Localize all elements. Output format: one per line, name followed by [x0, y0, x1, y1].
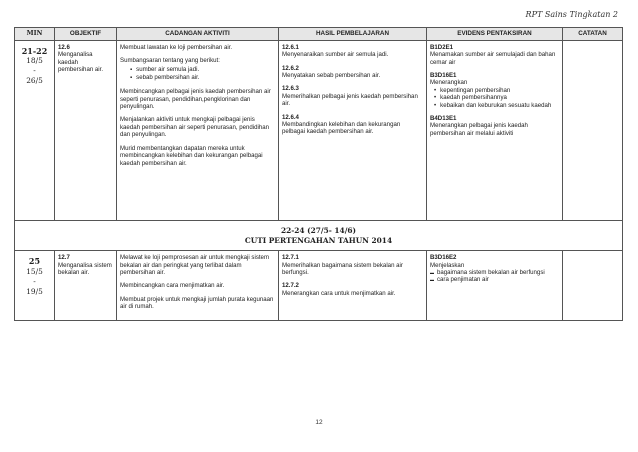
col-header-cadangan-aktiviti: CADANGAN AKTIVITI [117, 28, 279, 41]
week-cell [15, 251, 55, 321]
evidence-item: • kaedah pembersihannya [440, 94, 559, 101]
outcome-text: Memerihalkan pelbagai jenis kaedah pembersihan air. [282, 92, 418, 108]
table-row [15, 40, 623, 220]
outcome-code: 12.7.1 [282, 254, 299, 262]
col-header-catatan: CATATAN [563, 28, 623, 41]
outcome-code: 12.6.1 [282, 43, 299, 51]
evidence-text: Menjelaskan [430, 261, 465, 269]
table-row [15, 251, 623, 321]
activity-paragraph: Membuat lawatan ke loji pembersihan air. [120, 43, 233, 51]
outcome-text: Memerihalkan bagaimana sistem bekalan air berfungsi. [282, 261, 403, 276]
evidence-item: ▬ cara penjimatan air [438, 276, 559, 283]
outcome-code: 12.7.2 [282, 282, 299, 290]
date-start: 15/5 [26, 266, 43, 276]
objective-code: 12.7 [58, 254, 70, 262]
outcomes-cell [279, 251, 427, 321]
activity-paragraph: Menjalankan aktiviti untuk mengkaji pelbagai jenis kaedah pembersihan air seperti penurasan, pendidihan dan penyulingan. [120, 116, 270, 139]
evidence-cell [427, 251, 563, 321]
outcome-text: Membandingkan kelebihan dan kekurangan pelbagai kaedah pembersihan air. [282, 121, 401, 136]
activity-bullet: ▪ sumber air semula jadi. [136, 66, 275, 74]
evidence-text: Menerangkan [430, 79, 468, 87]
outcome-code: 12.6.4 [282, 113, 299, 121]
outcome-code: 12.6.2 [282, 64, 299, 72]
activity-paragraph: Membuat projek untuk mengkaji jumlah purata kegunaan air di rumah. [120, 295, 274, 311]
evidence-item: ▬ bagaimana sistem bekalan air berfungsi [438, 269, 559, 276]
holiday-cell [15, 220, 623, 250]
table-header-row [15, 28, 623, 41]
objective-code: 12.6 [58, 43, 70, 51]
notes-cell [563, 251, 623, 321]
week-number: 21-22 [21, 45, 48, 56]
objective-text: Menganalisa kaedah pembersihan air. [58, 51, 104, 73]
evidence-cell [427, 40, 563, 220]
date-start: 18/5 [26, 56, 43, 66]
date-separator: - [33, 276, 36, 286]
activity-paragraph: Melawat ke loji pemprosesan air untuk mengkaji sistem bekalan air dan peringkat yang terlibat dalam pembersihan air. [120, 254, 270, 276]
page-header-title: RPT Sains Tingkatan 2 [525, 10, 618, 19]
activity-cell [117, 251, 279, 321]
activity-cell [117, 40, 279, 220]
activity-bullet: ▪ sebab pembersihan air. [136, 74, 275, 82]
holiday-row [15, 220, 623, 250]
evidence-item: • kebaikan dan keburukan sesuatu kaedah [440, 102, 559, 109]
activity-paragraph: Sumbangsaran tentang yang berikut: [120, 57, 220, 65]
objective-text: Menganalisa sistem bekalan air. [58, 261, 112, 276]
objective-cell [55, 40, 117, 220]
lesson-plan-table [14, 27, 623, 321]
notes-cell [563, 40, 623, 220]
holiday-weeks: 22-24 (27/5- 14/6) [280, 225, 357, 235]
outcome-text: Menyenaraikan sumber air semula jadi. [282, 51, 389, 59]
outcome-code: 12.6.3 [282, 85, 299, 93]
activity-paragraph: Membincangkan cara menjimatkan air. [120, 282, 225, 290]
outcome-text: Menyatakan sebab pembersihan air. [282, 71, 381, 79]
activity-paragraph: Membincangkan pelbagai jenis kaedah pembersihan air seperti penurasan, pendidihan,pengklorinan dan penyulingan. [120, 88, 271, 110]
col-header-evidens-pentaksiran: EVIDENS PENTAKSIRAN [427, 28, 563, 41]
col-header-objektif: OBJEKTIF [55, 28, 117, 41]
date-end: 26/5 [26, 76, 43, 86]
col-header-min: MIN [15, 28, 55, 41]
col-header-hasil-pembelajaran: HASIL PEMBELAJARAN [279, 28, 427, 41]
evidence-code: B3D16E2 [430, 254, 457, 262]
week-cell [15, 40, 55, 220]
holiday-label: CUTI PERTENGAHAN TAHUN 2014 [244, 236, 393, 246]
outcome-text: Menerangkan cara untuk menjimatkan air. [282, 289, 396, 297]
date-end: 19/5 [26, 286, 43, 296]
outcomes-cell [279, 40, 427, 220]
evidence-code: B1D2E1 [430, 43, 454, 51]
objective-cell [55, 251, 117, 321]
evidence-code: B3D16E1 [430, 71, 457, 79]
week-number: 25 [28, 256, 41, 267]
evidence-item: • kepentingan pembersihan [440, 87, 559, 94]
page-number: 12 [315, 419, 323, 426]
evidence-text: Menerangkan pelbagai jenis kaedah pembersihan air melalui aktiviti [430, 122, 528, 137]
date-separator: - [33, 66, 36, 76]
activity-paragraph: Murid membentangkan dapatan mereka untuk membincangkan kelebihan dan kekurangan pelbagai kaedah pembersihan air. [120, 144, 263, 167]
evidence-code: B4D13E1 [430, 115, 457, 123]
evidence-text: Menamakan sumber air semulajadi dan bahan cemar air [430, 51, 556, 66]
